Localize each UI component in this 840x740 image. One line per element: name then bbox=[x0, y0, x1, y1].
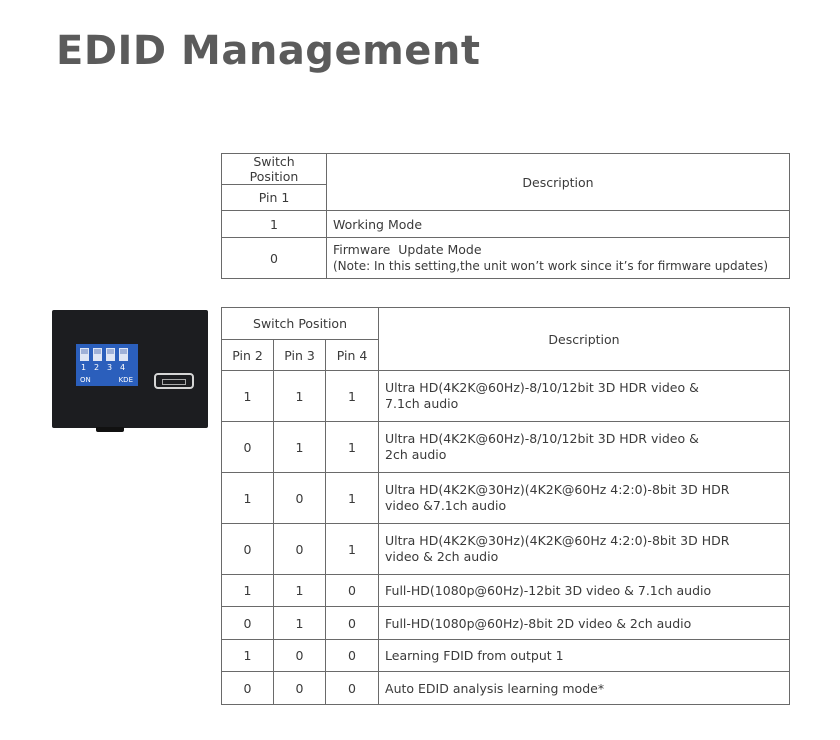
dip-switch-toggle bbox=[93, 348, 102, 361]
switch-number: 2 bbox=[94, 363, 100, 372]
dip-switch-toggle bbox=[119, 348, 128, 361]
dip-switch-toggle bbox=[106, 348, 115, 361]
pin-value: 1 bbox=[326, 524, 379, 575]
pin-value: 1 bbox=[274, 575, 326, 607]
switch-position-header: Switch Position bbox=[222, 308, 379, 340]
switch-number: 1 bbox=[81, 363, 87, 372]
pin-header: Pin 3 bbox=[274, 340, 326, 371]
pin-value: 1 bbox=[326, 422, 379, 473]
description-line: Learning FDID from output 1 bbox=[385, 648, 564, 663]
dip-switch bbox=[76, 344, 138, 386]
table-row bbox=[222, 422, 790, 473]
table-header-row bbox=[222, 308, 790, 340]
page-title: EDID Management bbox=[56, 28, 481, 74]
description-header: Description bbox=[327, 154, 790, 211]
pin1-table bbox=[221, 153, 790, 279]
description-line: Ultra HD(4K2K@60Hz)-8/10/12bit 3D HDR video & bbox=[385, 431, 699, 446]
usb-port-icon bbox=[154, 373, 194, 389]
table-row bbox=[222, 238, 790, 279]
pin-value: 1 bbox=[326, 371, 379, 422]
pin-value: 1 bbox=[326, 473, 379, 524]
pin-value: 0 bbox=[222, 672, 274, 705]
description-header: Description bbox=[379, 308, 790, 371]
device-foot bbox=[96, 427, 124, 432]
pin-value: 0 bbox=[222, 607, 274, 640]
description-line: Ultra HD(4K2K@30Hz)(4K2K@60Hz 4:2:0)-8bit 3D HDR bbox=[385, 482, 730, 497]
description-line: 7.1ch audio bbox=[385, 396, 459, 411]
description-line: Ultra HD(4K2K@30Hz)(4K2K@60Hz 4:2:0)-8bit 3D HDR bbox=[385, 533, 730, 548]
dip-switch-toggle bbox=[80, 348, 89, 361]
pin-value: 0 bbox=[222, 238, 327, 279]
pin-value: 1 bbox=[274, 371, 326, 422]
description-line: (Note: In this setting,the unit won’t work since it’s for firmware updates) bbox=[333, 259, 768, 273]
table-row bbox=[222, 371, 790, 422]
table-row bbox=[222, 640, 790, 672]
pin-value: 0 bbox=[326, 640, 379, 672]
description-cell bbox=[327, 211, 790, 238]
pin-value: 1 bbox=[222, 575, 274, 607]
description-cell bbox=[379, 672, 790, 705]
on-label: ON bbox=[80, 376, 91, 384]
description-cell bbox=[379, 371, 790, 422]
pin-value: 0 bbox=[326, 672, 379, 705]
description-line: Full-HD(1080p@60Hz)-8bit 2D video & 2ch audio bbox=[385, 615, 692, 631]
description-line: Ultra HD(4K2K@60Hz)-8/10/12bit 3D HDR video & bbox=[385, 380, 699, 395]
pin-value: 0 bbox=[274, 672, 326, 705]
description-line: Working Mode bbox=[333, 216, 423, 232]
pin-header: Pin 2 bbox=[222, 340, 274, 371]
brand-label: KDE bbox=[118, 376, 133, 384]
pin-value: 0 bbox=[274, 524, 326, 575]
table-row bbox=[222, 473, 790, 524]
pin2-4-table bbox=[221, 307, 790, 705]
table-row bbox=[222, 211, 790, 238]
pin-value: 1 bbox=[222, 371, 274, 422]
pin-value: 1 bbox=[222, 640, 274, 672]
description-cell bbox=[379, 607, 790, 640]
description-line: Auto EDID analysis learning mode* bbox=[385, 680, 605, 696]
description-cell bbox=[379, 473, 790, 524]
table-row bbox=[222, 672, 790, 705]
pin-value: 0 bbox=[326, 607, 379, 640]
description-line: video & 2ch audio bbox=[385, 549, 499, 564]
pin-value: 1 bbox=[274, 422, 326, 473]
description-cell bbox=[327, 238, 790, 279]
switch-position-header: Switch Position bbox=[222, 154, 327, 185]
pin-header: Pin 1 bbox=[222, 185, 327, 211]
description-cell bbox=[379, 575, 790, 607]
device-image bbox=[52, 310, 208, 428]
switch-number: 4 bbox=[120, 363, 126, 372]
pin-value: 0 bbox=[274, 640, 326, 672]
table-row bbox=[222, 524, 790, 575]
description-cell bbox=[379, 422, 790, 473]
pin-value: 1 bbox=[222, 211, 327, 238]
table-header-row bbox=[222, 154, 790, 185]
pin-header: Pin 4 bbox=[326, 340, 379, 371]
pin-value: 1 bbox=[222, 473, 274, 524]
description-line: Firmware Update Mode bbox=[333, 242, 482, 257]
description-line: video &7.1ch audio bbox=[385, 498, 507, 513]
table-row bbox=[222, 607, 790, 640]
description-cell bbox=[379, 524, 790, 575]
description-line: 2ch audio bbox=[385, 447, 447, 462]
pin-value: 0 bbox=[222, 422, 274, 473]
table-row bbox=[222, 575, 790, 607]
pin-value: 0 bbox=[326, 575, 379, 607]
description-line: Full-HD(1080p@60Hz)-12bit 3D video & 7.1ch audio bbox=[385, 583, 712, 598]
pin-value: 1 bbox=[274, 607, 326, 640]
description-cell bbox=[379, 640, 790, 672]
switch-number: 3 bbox=[107, 363, 113, 372]
pin-value: 0 bbox=[274, 473, 326, 524]
pin-value: 0 bbox=[222, 524, 274, 575]
